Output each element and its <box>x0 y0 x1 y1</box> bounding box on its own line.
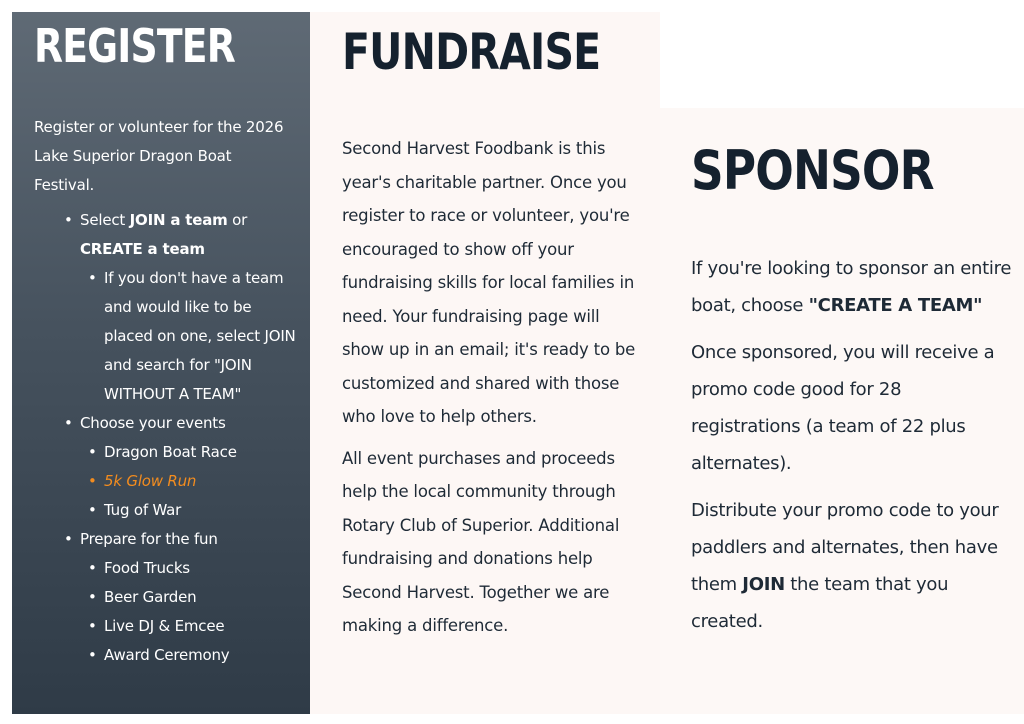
register-panel <box>12 12 310 714</box>
fun-item: • Award Ceremony <box>80 641 296 670</box>
fundraise-paragraph-1: Second Harvest Foodbank is this year's charitable partner. Once you register to race or volunteer, you're encouraged to show off your fundraising skills for local families in need. Your fundraising page will show up in an email; it's ready to be customized and shared with those who love to help others. <box>342 139 636 426</box>
create-team-text: CREATE a team <box>80 240 205 258</box>
join-team-text: JOIN a team <box>129 211 228 229</box>
fun-list <box>80 554 296 670</box>
fun-item: • Food Trucks <box>80 554 296 583</box>
register-title: REGISTER <box>34 19 235 73</box>
sub-list <box>80 264 296 409</box>
event-item-glow-run: • 5k Glow Run <box>80 467 296 496</box>
list-item: • Select JOIN a team or CREATE a team • If you don't have a team and would like to be placed on one, select JOIN and search for "JOIN WITHOUT A TEAM" <box>34 206 296 409</box>
fun-item: • Beer Garden <box>80 583 296 612</box>
list-item: • Prepare for the fun • Food Trucks • Beer Garden • Live DJ & Emcee • Award Ceremony <box>34 525 296 670</box>
register-steps-list <box>34 206 296 670</box>
sponsor-paragraph-2: Once sponsored, you will receive a promo code good for 28 registrations (a team of 22 plus alternates). <box>691 342 995 474</box>
register-intro: Register or volunteer for the 2026 Lake Superior Dragon Boat Festival. <box>34 118 284 194</box>
event-item: • Tug of War <box>80 496 296 525</box>
sponsor-paragraph-1: If you're looking to sponsor an entire boat, choose "CREATE A TEAM" <box>691 258 1012 316</box>
list-item: • Choose your events • Dragon Boat Race • 5k Glow Run • Tug of War <box>34 409 296 525</box>
sponsor-title: SPONSOR <box>691 139 934 202</box>
create-a-team-text: "CREATE A TEAM" <box>808 295 983 316</box>
event-item: • Dragon Boat Race <box>80 438 296 467</box>
join-text: JOIN <box>742 574 785 595</box>
fun-item: • Live DJ & Emcee <box>80 612 296 641</box>
fundraise-paragraph-2: All event purchases and proceeds help the local community through Rotary Club of Superior. Additional fundraising and donations help Second Harvest. Together we are making a difference. <box>342 448 620 635</box>
fundraise-panel <box>310 12 660 714</box>
events-list <box>80 438 296 525</box>
fundraise-title: FUNDRAISE <box>342 23 601 81</box>
sponsor-panel <box>660 108 1024 714</box>
list-item: • If you don't have a team and would like to be placed on one, select JOIN and search for "JOIN WITHOUT A TEAM" <box>80 264 296 409</box>
sponsor-paragraph-3: Distribute your promo code to your paddlers and alternates, then have them JOIN the team that you created. <box>691 500 999 632</box>
